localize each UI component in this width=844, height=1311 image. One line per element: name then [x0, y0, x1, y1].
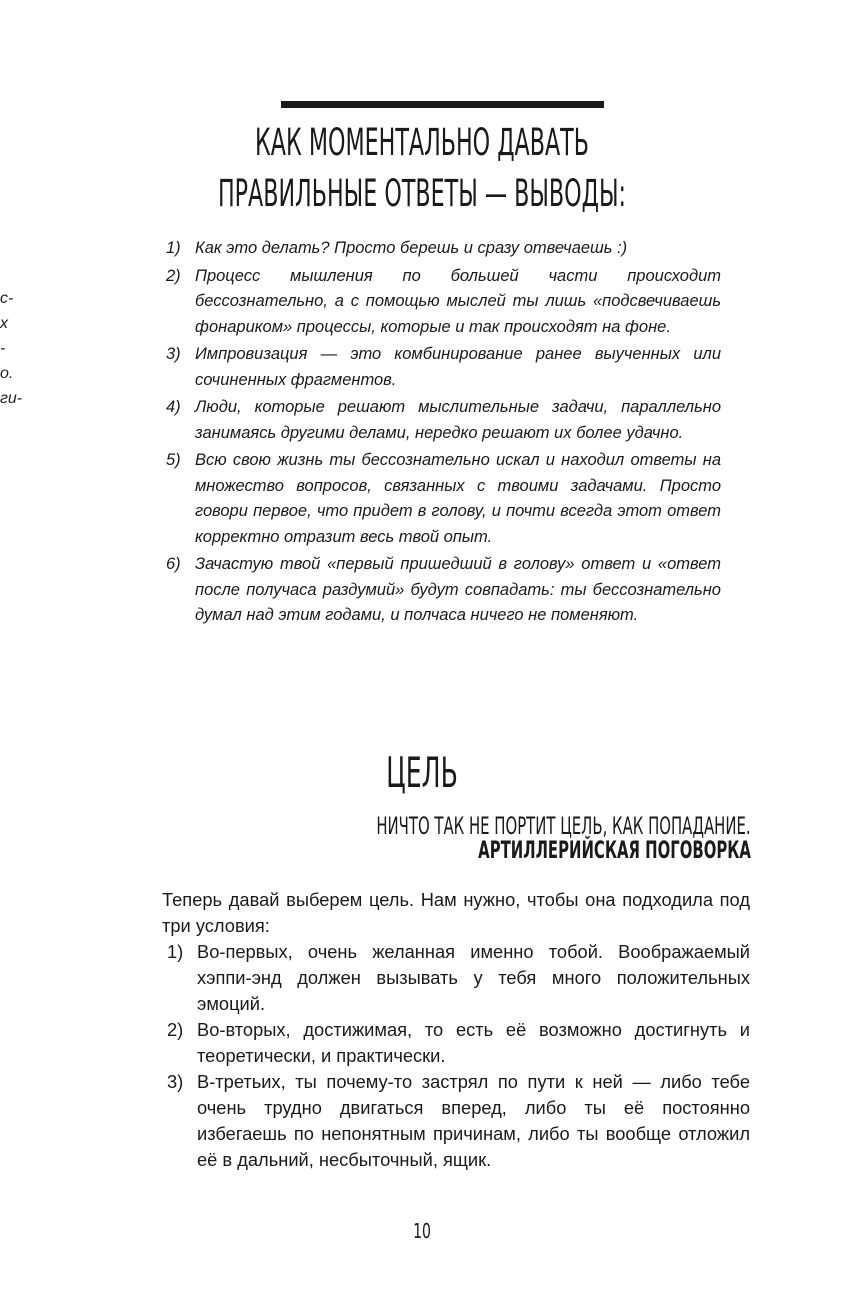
fragment: с-	[0, 290, 14, 307]
item-number: 1)	[166, 239, 181, 257]
conclusions-list	[161, 236, 721, 631]
item-number: 6)	[166, 555, 181, 573]
list-item	[162, 939, 750, 1017]
page-number: 10	[413, 1219, 431, 1243]
item-number: 5)	[166, 451, 181, 469]
facing-page-fragments	[0, 286, 23, 411]
intro-paragraph: Теперь давай выберем цель. Нам нужно, чтобы она подходила под три условия:	[162, 889, 750, 936]
list-item	[161, 552, 721, 629]
item-number: 1)	[167, 941, 184, 962]
fragment: х	[0, 315, 8, 332]
section-heading-line-1: КАК МОМЕНТАЛЬНО ДАВАТЬ	[255, 121, 589, 164]
list-item	[162, 1017, 750, 1069]
item-number: 2)	[167, 1019, 184, 1040]
item-number: 3)	[166, 345, 181, 363]
item-number: 4)	[166, 398, 181, 416]
item-text: Процесс мышления по большей части происходит бессознательно, а с помощью мыслей ты лишь «подсвечиваешь фонариком» процессы, которые и так происходят на фоне.	[195, 266, 721, 336]
list-item	[162, 1069, 750, 1173]
item-text: Во-вторых, достижимая, то есть её возможно достигнуть и теоретически, и практически.	[197, 1019, 750, 1066]
item-text: В-третьих, ты почему-то застрял по пути к ней — либо тебе очень трудно двигаться вперед, либо ты её постоянно избегаешь по непонятным причинам, либо ты вообще отложил её в дальний, несбыточный, ящик.	[197, 1071, 750, 1170]
item-number: 2)	[166, 266, 181, 285]
fragment: -	[0, 340, 6, 357]
list-item	[161, 448, 721, 550]
chapter-heading: ЦЕЛЬ	[386, 748, 458, 797]
item-text: Всю свою жизнь ты бессознательно искал и находил ответы на множество вопросов, связанных с твоими задачами. Просто говори первое, что придет в голову, и почти всегда этот ответ корректно отразит весь твой опыт.	[195, 451, 721, 546]
list-item	[161, 236, 721, 262]
list-item	[161, 342, 721, 393]
list-item	[161, 395, 721, 446]
item-number: 3)	[167, 1071, 184, 1092]
item-text: Люди, которые решают мыслительные задачи, параллельно занимаясь другими делами, нередко решают их более удачно.	[195, 398, 721, 442]
section-rule	[281, 101, 604, 108]
fragment: ги-	[0, 390, 23, 407]
item-text: Во-первых, очень желанная именно тобой. Воображаемый хэппи-энд должен вызывать у тебя много положительных эмоций.	[197, 941, 750, 1014]
fragment: о.	[0, 365, 14, 382]
item-text: Как это делать? Просто берешь и сразу отвечаешь :)	[195, 239, 628, 257]
item-text: Зачастую твой «первый пришедший в голову» ответ и «ответ после получаса раздумий» будут совпадать: ты бессознательно думал над этим годами, и полчаса ничего не поменяют.	[195, 555, 721, 624]
item-text: Импровизация — это комбинирование ранее выученных или сочиненных фрагментов.	[195, 345, 721, 389]
epigraph-quote: НИЧТО ТАК НЕ ПОРТИТ ЦЕЛЬ, КАК ПОПАДАНИЕ.	[376, 812, 751, 840]
list-item	[161, 264, 721, 341]
epigraph-source: АРТИЛЛЕРИЙСКАЯ ПОГОВОРКА	[478, 836, 751, 864]
conditions-list	[162, 939, 750, 1173]
section-heading-line-2: ПРАВИЛЬНЫЕ ОТВЕТЫ — ВЫВОДЫ:	[217, 172, 627, 215]
